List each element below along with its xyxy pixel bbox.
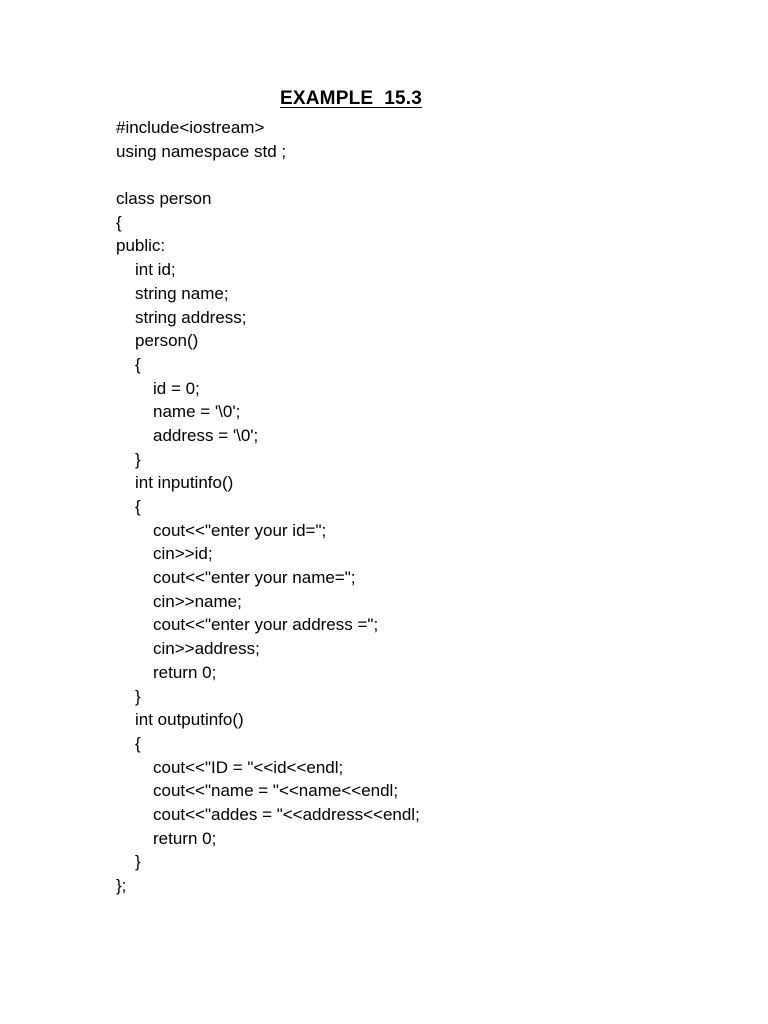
code-line: id = 0; [153, 378, 200, 398]
code-line: name = '\0'; [153, 402, 241, 422]
code-line: cout<<"addes = "<<address<<endl; [153, 804, 420, 824]
code-line: { [135, 354, 141, 374]
code-line: return 0; [153, 828, 217, 848]
code-line [116, 163, 420, 187]
code-line: class person [116, 189, 212, 209]
code-line: { [135, 733, 141, 753]
code-line: #include<iostream> [116, 118, 265, 137]
page-title: EXAMPLE 15.3 [280, 88, 422, 109]
code-line: } [135, 449, 141, 469]
code-line: string address; [135, 307, 247, 327]
code-line: cin>>name; [153, 591, 242, 611]
code-block [116, 116, 420, 898]
code-line: cin>>address; [153, 639, 260, 659]
code-line: cout<<"enter your name="; [153, 568, 356, 588]
code-line: cout<<"enter your id="; [153, 520, 327, 540]
code-line: public: [116, 236, 166, 256]
code-line: { [135, 497, 141, 516]
code-line: { [116, 212, 122, 232]
code-line: } [135, 852, 141, 872]
code-line: } [135, 686, 141, 706]
code-line: int inputinfo() [135, 473, 234, 493]
code-line: int outputinfo() [135, 710, 244, 730]
code-line: return 0; [153, 662, 217, 682]
code-line: person() [135, 331, 199, 351]
code-line: cout<<"enter your address ="; [153, 615, 379, 635]
code-line: string name; [135, 283, 229, 303]
code-line: }; [116, 876, 127, 895]
code-line: cout<<"ID = "<<id<<endl; [153, 757, 344, 777]
code-line: address = '\0'; [153, 425, 259, 445]
code-line: int id; [135, 260, 176, 280]
code-line: using namespace std ; [116, 141, 287, 161]
code-line: cin>>id; [153, 544, 213, 564]
code-line: cout<<"name = "<<name<<endl; [153, 781, 399, 801]
